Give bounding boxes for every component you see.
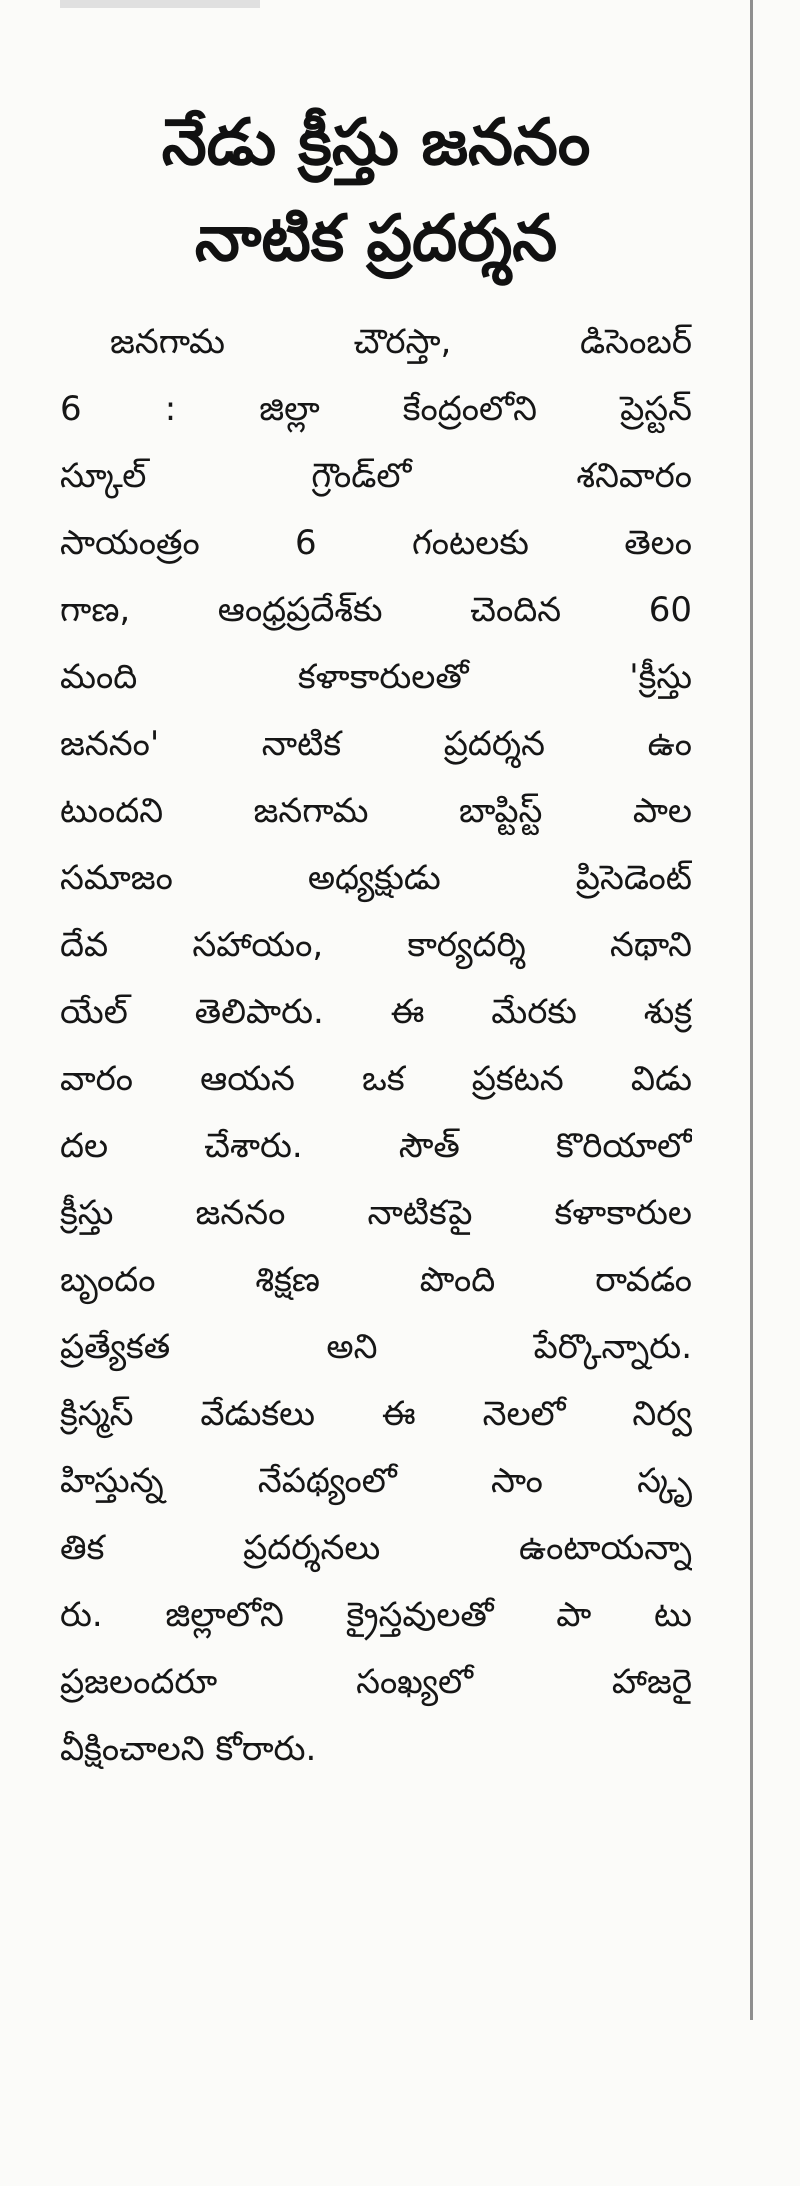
body-line: యేల్ తెలిపారు. ఈ మేరకు శుక్ర: [60, 992, 692, 1032]
body-line: రు. జిల్లాలోని క్రైస్తవులతో పా టు: [60, 1595, 692, 1635]
body-line: 6 : జిల్లా కేంద్రంలోని ప్రెస్టన్: [60, 389, 692, 429]
body-line: వీక్షించాలని కోరారు.: [60, 1729, 317, 1769]
body-line: దల చేశారు. సౌత్ కొరియాలో: [60, 1126, 692, 1166]
body-line: టుందని జనగామ బాప్టిస్ట్ పాల: [60, 791, 692, 831]
body-line: సమాజం అధ్యక్షుడు ప్రిసెడెంట్: [60, 858, 692, 898]
body-line: తిక ప్రదర్శనలు ఉంటాయన్నా: [60, 1528, 692, 1568]
headline-line: నాటిక ప్రదర్శన: [194, 202, 558, 276]
body-line: సాయంత్రం 6 గంటలకు తెలం: [60, 523, 692, 563]
body-line: క్రీస్తు జననం నాటికపై కళాకారుల: [60, 1193, 692, 1233]
body-line: ప్రజలందరూ సంఖ్యలో హాజరై: [60, 1662, 692, 1702]
body-line: ప్రత్యేకత అని పేర్కొన్నారు.: [60, 1327, 692, 1367]
body-line: స్కూల్ గ్రౌండ్‌లో శనివారం: [60, 456, 692, 496]
article-headline: [60, 95, 692, 287]
column-divider: [750, 0, 753, 2020]
body-line: జనగామ చౌరస్తా, డిసెంబర్: [110, 322, 692, 362]
headline-line: నేడు క్రీస్తు జననం: [161, 106, 591, 180]
body-line: మంది కళాకారులతో 'క్రీస్తు: [60, 657, 692, 697]
body-line: దేవ సహాయం, కార్యదర్శి నథాని: [60, 925, 692, 965]
article-body: [60, 309, 692, 1783]
body-line: క్రిస్మస్ వేడుకలు ఈ నెలలో నిర్వ: [60, 1394, 692, 1434]
news-article: [60, 95, 692, 1783]
body-line: బృందం శిక్షణ పొంది రావడం: [60, 1260, 692, 1300]
body-line: హిస్తున్న నేపథ్యంలో సాం స్కృ: [60, 1461, 692, 1501]
body-line: వారం ఆయన ఒక ప్రకటన విడు: [60, 1059, 692, 1099]
body-line: గాణ, ఆంధ్రప్రదేశ్‌కు చెందిన 60: [60, 590, 692, 630]
body-line: జననం' నాటిక ప్రదర్శన ఉం: [60, 724, 692, 764]
top-rule: [60, 0, 260, 8]
